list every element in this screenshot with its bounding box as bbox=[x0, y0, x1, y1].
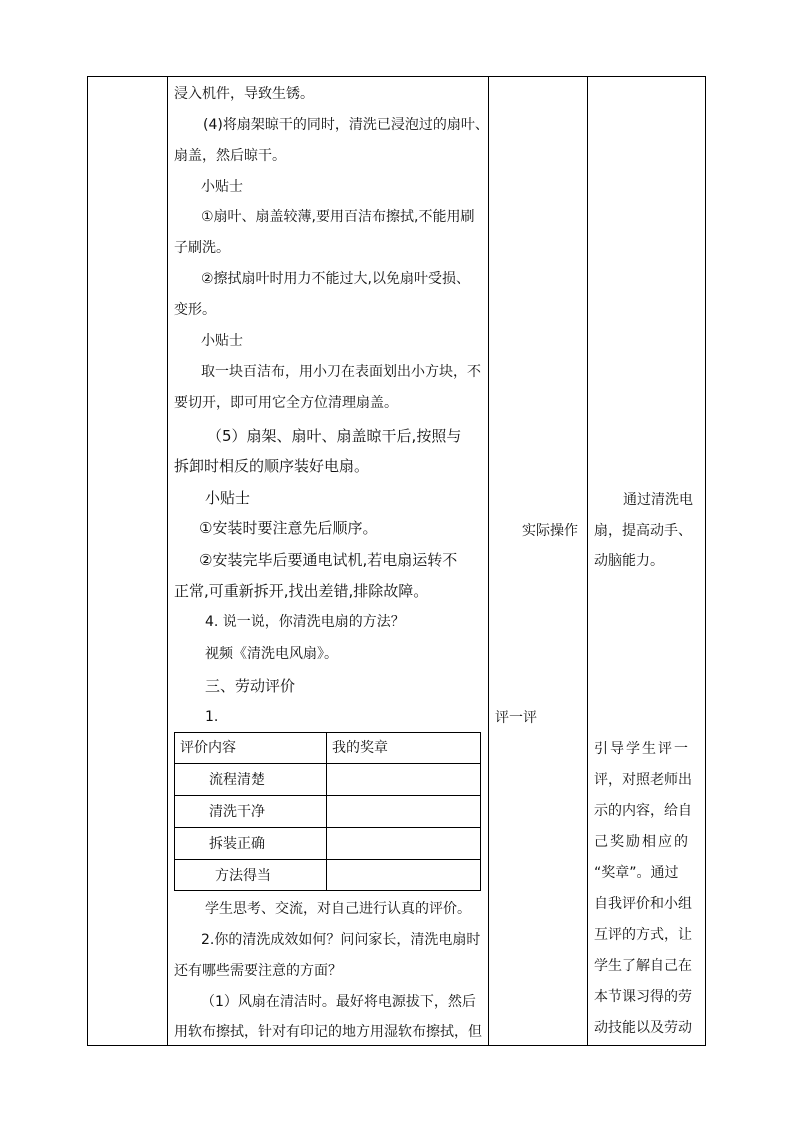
intent-line: 己奖励相应的 bbox=[594, 834, 690, 850]
table-column-divider bbox=[326, 732, 327, 891]
table-cell: 方法得当 bbox=[215, 868, 271, 884]
table-row-divider bbox=[174, 859, 481, 860]
intent-line: 动脑能力。 bbox=[594, 553, 664, 569]
content-line: (4)将扇架晾干的同时，清洗已浸泡过的扇叶、 bbox=[203, 117, 489, 133]
tip-heading: 小贴士 bbox=[205, 489, 251, 507]
content-line: 2.你的清洗成效如何？问问家长，清洗电扇时 bbox=[201, 932, 481, 948]
content-line: 取一块百洁布，用小刀在表面划出小方块，不 bbox=[201, 364, 481, 380]
content-line: ①安装时要注意先后顺序。 bbox=[199, 519, 378, 537]
intent-line: 通过清洗电 bbox=[623, 492, 693, 508]
content-line: 子刷洗。 bbox=[174, 240, 230, 256]
intent-line: 示的内容，给自 bbox=[594, 803, 692, 819]
content-line: 要切开，即可用它全方位清理扇盖。 bbox=[174, 395, 398, 411]
intent-line: 本节课习得的劳 bbox=[594, 989, 692, 1005]
content-line: 扇盖，然后晾干。 bbox=[174, 148, 286, 164]
intent-line: 自我评价和小组 bbox=[594, 896, 692, 912]
content-line: ②擦拭扇叶时用力不能过大,以免扇叶受损、 bbox=[201, 271, 470, 287]
intent-line: 互评的方式，让 bbox=[594, 927, 692, 943]
content-line: 4. 说一说，你清洗电扇的方法？ bbox=[205, 614, 405, 630]
content-line: 1. bbox=[205, 709, 219, 725]
section-heading: 三、劳动评价 bbox=[205, 677, 296, 695]
intent-line: 评，对照老师出 bbox=[594, 772, 692, 788]
content-line: 学生思考、交流，对自己进行认真的评价。 bbox=[205, 901, 471, 917]
column-divider-3 bbox=[587, 76, 588, 1046]
content-line: （5）扇架、扇叶、扇盖晾干后,按照与 bbox=[207, 427, 462, 445]
content-line: 浸入机件，导致生锈。 bbox=[174, 86, 314, 102]
intent-line: 扇，提高动手、 bbox=[594, 523, 692, 539]
table-header-content: 评价内容 bbox=[180, 740, 236, 756]
activity-label: 评一评 bbox=[495, 710, 537, 726]
intent-line: “奖章”。通过 bbox=[594, 865, 679, 881]
content-line: 正常,可重新拆开,找出差错,排除故障。 bbox=[174, 582, 429, 600]
content-line: 拆卸时相反的顺序装好电扇。 bbox=[174, 457, 370, 475]
table-row-divider bbox=[174, 763, 481, 764]
content-line: ②安装完毕后要通电试机,若电扇运转不 bbox=[199, 551, 458, 569]
intent-line: 学生了解自己在 bbox=[594, 958, 692, 974]
content-line: 变形。 bbox=[174, 302, 216, 318]
tip-heading: 小贴士 bbox=[201, 179, 243, 195]
column-divider-1 bbox=[167, 76, 168, 1046]
intent-line: 引导学生评一 bbox=[594, 741, 690, 757]
table-row-divider bbox=[174, 795, 481, 796]
column-divider-2 bbox=[488, 76, 489, 1046]
activity-label: 实际操作 bbox=[522, 523, 578, 539]
table-row-divider bbox=[174, 827, 481, 828]
content-line: （1）风扇在清洁时。最好将电源拔下，然后 bbox=[201, 994, 476, 1010]
video-title: 视频《清洗电风扇》。 bbox=[205, 646, 338, 662]
content-line: 用软布擦拭，针对有印记的地方用湿软布擦拭，但 bbox=[174, 1024, 482, 1040]
table-header-badge: 我的奖章 bbox=[332, 740, 388, 756]
content-line: 还有哪些需要注意的方面？ bbox=[174, 963, 342, 979]
table-cell: 拆装正确 bbox=[209, 836, 265, 852]
intent-line: 动技能以及劳动 bbox=[594, 1020, 692, 1036]
table-cell: 清洗干净 bbox=[209, 804, 265, 820]
table-cell: 流程清楚 bbox=[209, 772, 265, 788]
content-line: ①扇叶、扇盖较薄,要用百洁布擦拭,不能用刷 bbox=[201, 209, 475, 225]
tip-heading: 小贴士 bbox=[201, 333, 243, 349]
